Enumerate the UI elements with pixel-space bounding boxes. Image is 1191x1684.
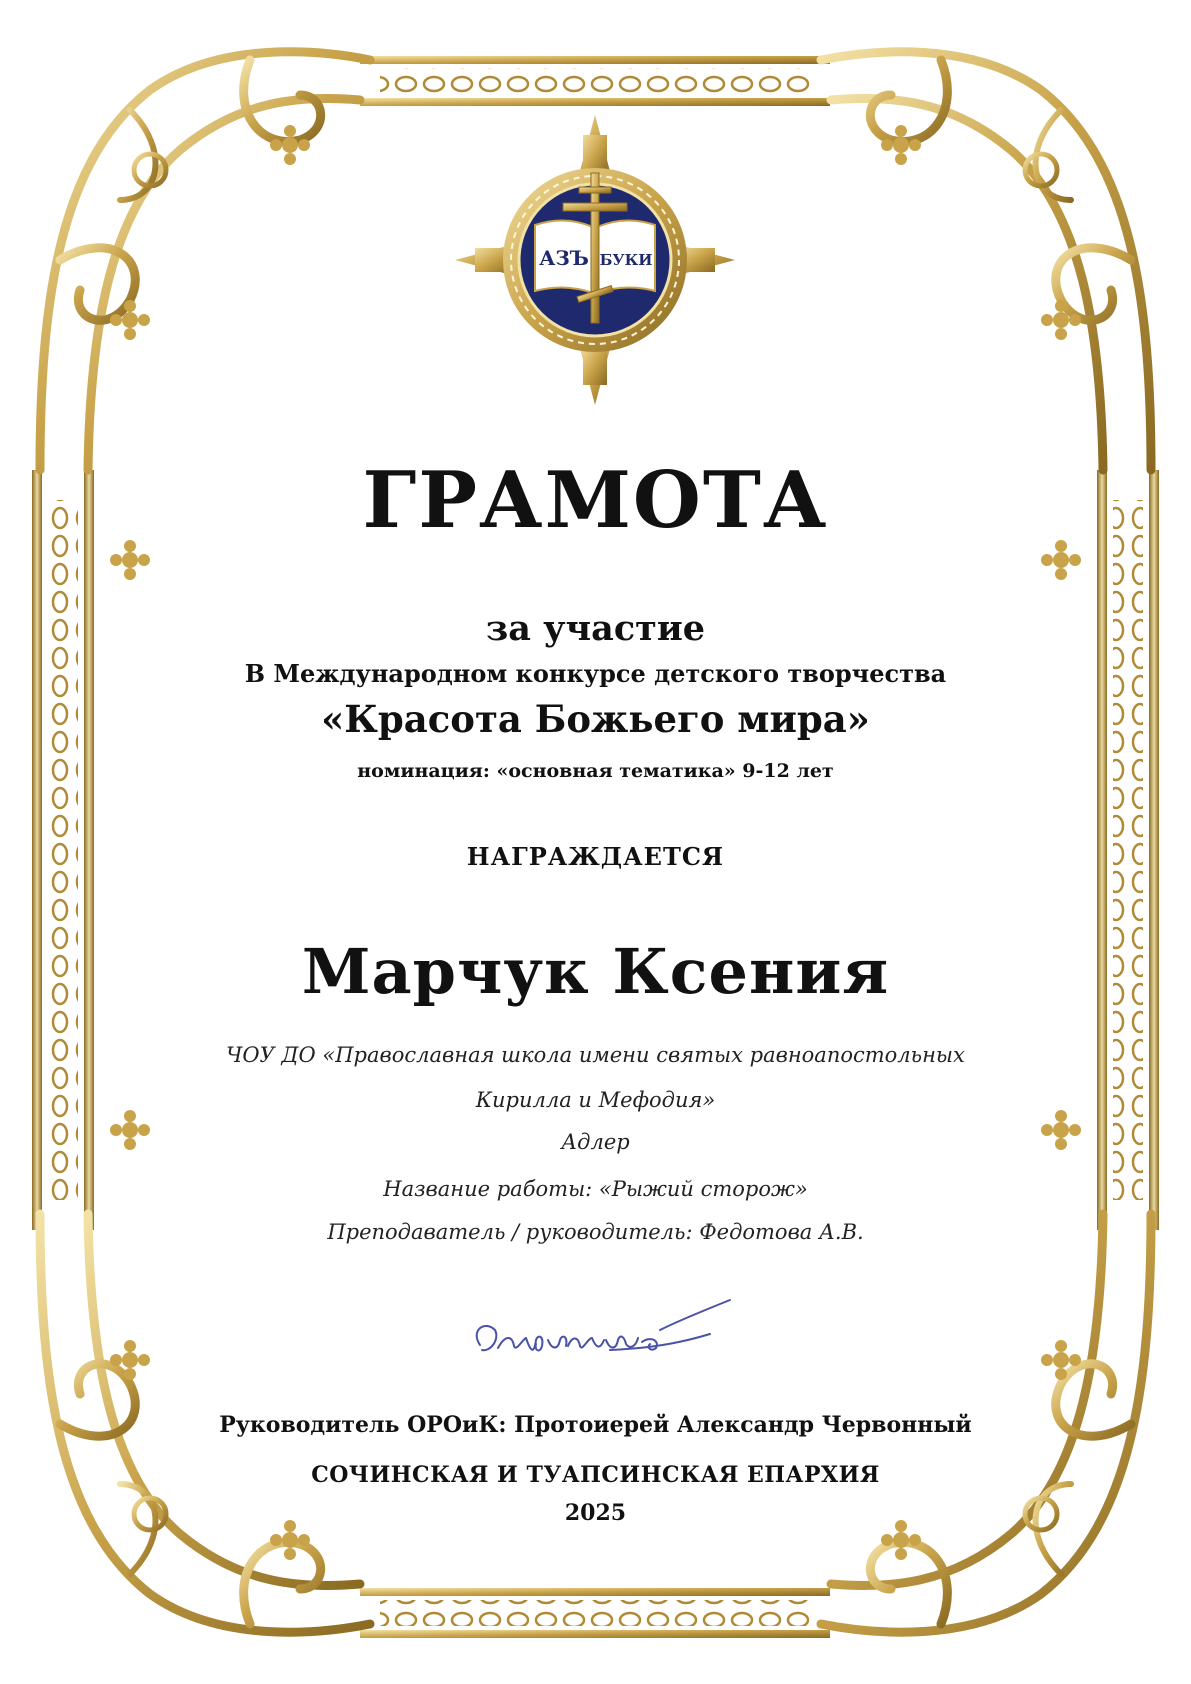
awarded-heading: НАГРАЖДАЕТСЯ (466, 842, 725, 871)
teacher-text: Преподаватель / руководитель: Федотова А.В. (327, 1220, 864, 1244)
nomination-text: номинация: «основная тематика» 9-12 лет (357, 760, 834, 782)
diocese-name: СОЧИНСКАЯ И ТУАПСИНСКАЯ ЕПАРХИЯ (311, 1462, 880, 1488)
year-text: 2025 (564, 1500, 627, 1526)
contest-description: В Международном конкурсе детского творчества (244, 659, 947, 688)
corner-ornament-top-left (40, 52, 370, 470)
contest-name: «Красота Божьего мира» (321, 697, 870, 741)
bottom-border (360, 1588, 830, 1638)
cross-book-emblem-icon (455, 115, 735, 405)
work-title: Название работы: «Рыжий сторож» (383, 1177, 808, 1201)
head-signatory: Руководитель ОРОиК: Протоиерей Александр Червонный (219, 1412, 972, 1438)
corner-ornament-top-right (821, 52, 1151, 470)
book-left-text: АЗЪ (539, 246, 589, 270)
right-border (1097, 470, 1159, 1230)
left-border (32, 470, 94, 1230)
school-name-line2: Кирилла и Мефодия» (475, 1088, 716, 1112)
book-right-text: БУКИ (599, 251, 653, 269)
recipient-name: Марчук Ксения (301, 935, 890, 1008)
for-participation-text: за участие (485, 608, 706, 649)
handwritten-signature (460, 1290, 740, 1380)
school-name-line1: ЧОУ ДО «Православная школа имени святых равноапостольных (226, 1043, 965, 1067)
top-border (360, 56, 830, 106)
certificate-title: ГРАМОТА (362, 455, 829, 546)
city-text: Адлер (561, 1130, 630, 1154)
